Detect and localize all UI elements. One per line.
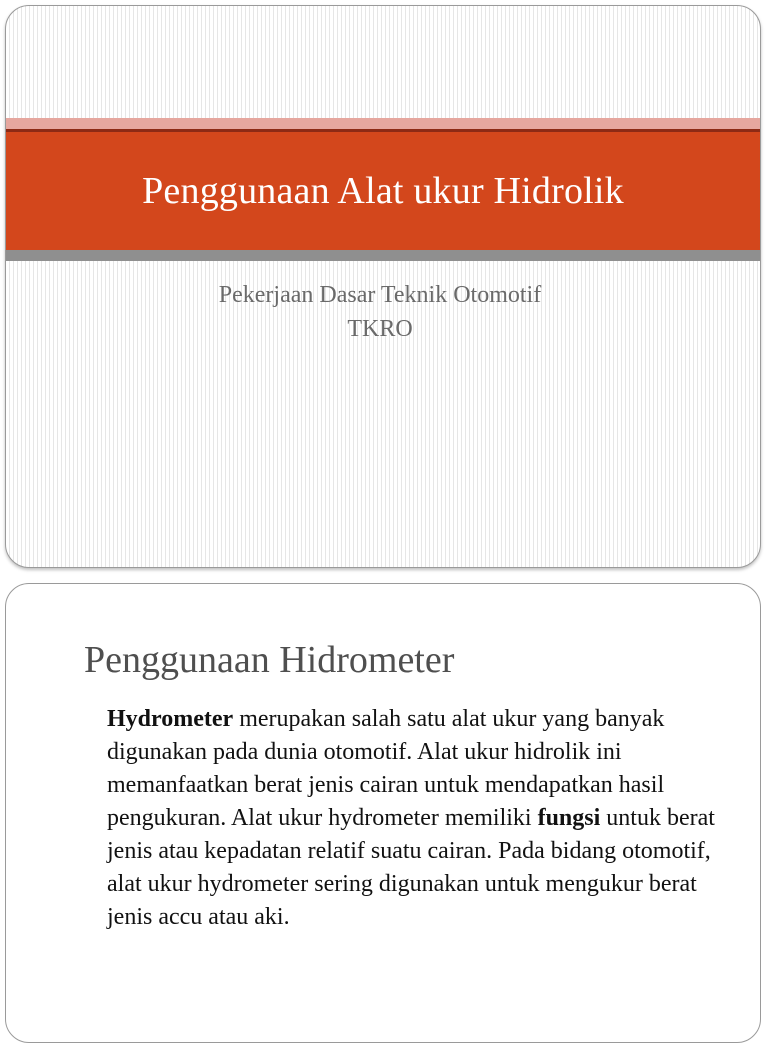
paragraph-text-part-2: untuk berat jenis atau kepadatan relatif suatu cairan. Pada bidang otomotif, alat ukur hydrometer sering digunakan untuk mengukur berat jenis accu atau aki. (107, 805, 715, 930)
title-band (6, 132, 760, 250)
paragraph-text-part-1: merupakan salah satu alat ukur yang banyak digunakan pada dunia otomotif. Alat ukur hidrolik ini memanfaatkan berat jenis cairan untuk mendapatkan hasil pengukuran. Alat ukur hydrometer memiliki (107, 706, 665, 831)
title-slide (5, 5, 761, 568)
term-fungsi: fungsi (537, 805, 601, 831)
slide-title: Penggunaan Alat ukur Hidrolik (142, 170, 624, 212)
title-band-bottom-stripe (6, 250, 760, 261)
subtitle-line-1: Pekerjaan Dasar Teknik Otomotif (218, 282, 542, 308)
content-paragraph (107, 703, 727, 934)
content-heading: Penggunaan Hidrometer (84, 639, 455, 681)
slide-subtitle (6, 278, 760, 346)
title-band-top-accent (6, 118, 760, 129)
term-hydrometer: Hydrometer (107, 706, 234, 732)
content-slide (5, 583, 761, 1043)
subtitle-line-2: TKRO (347, 316, 413, 342)
